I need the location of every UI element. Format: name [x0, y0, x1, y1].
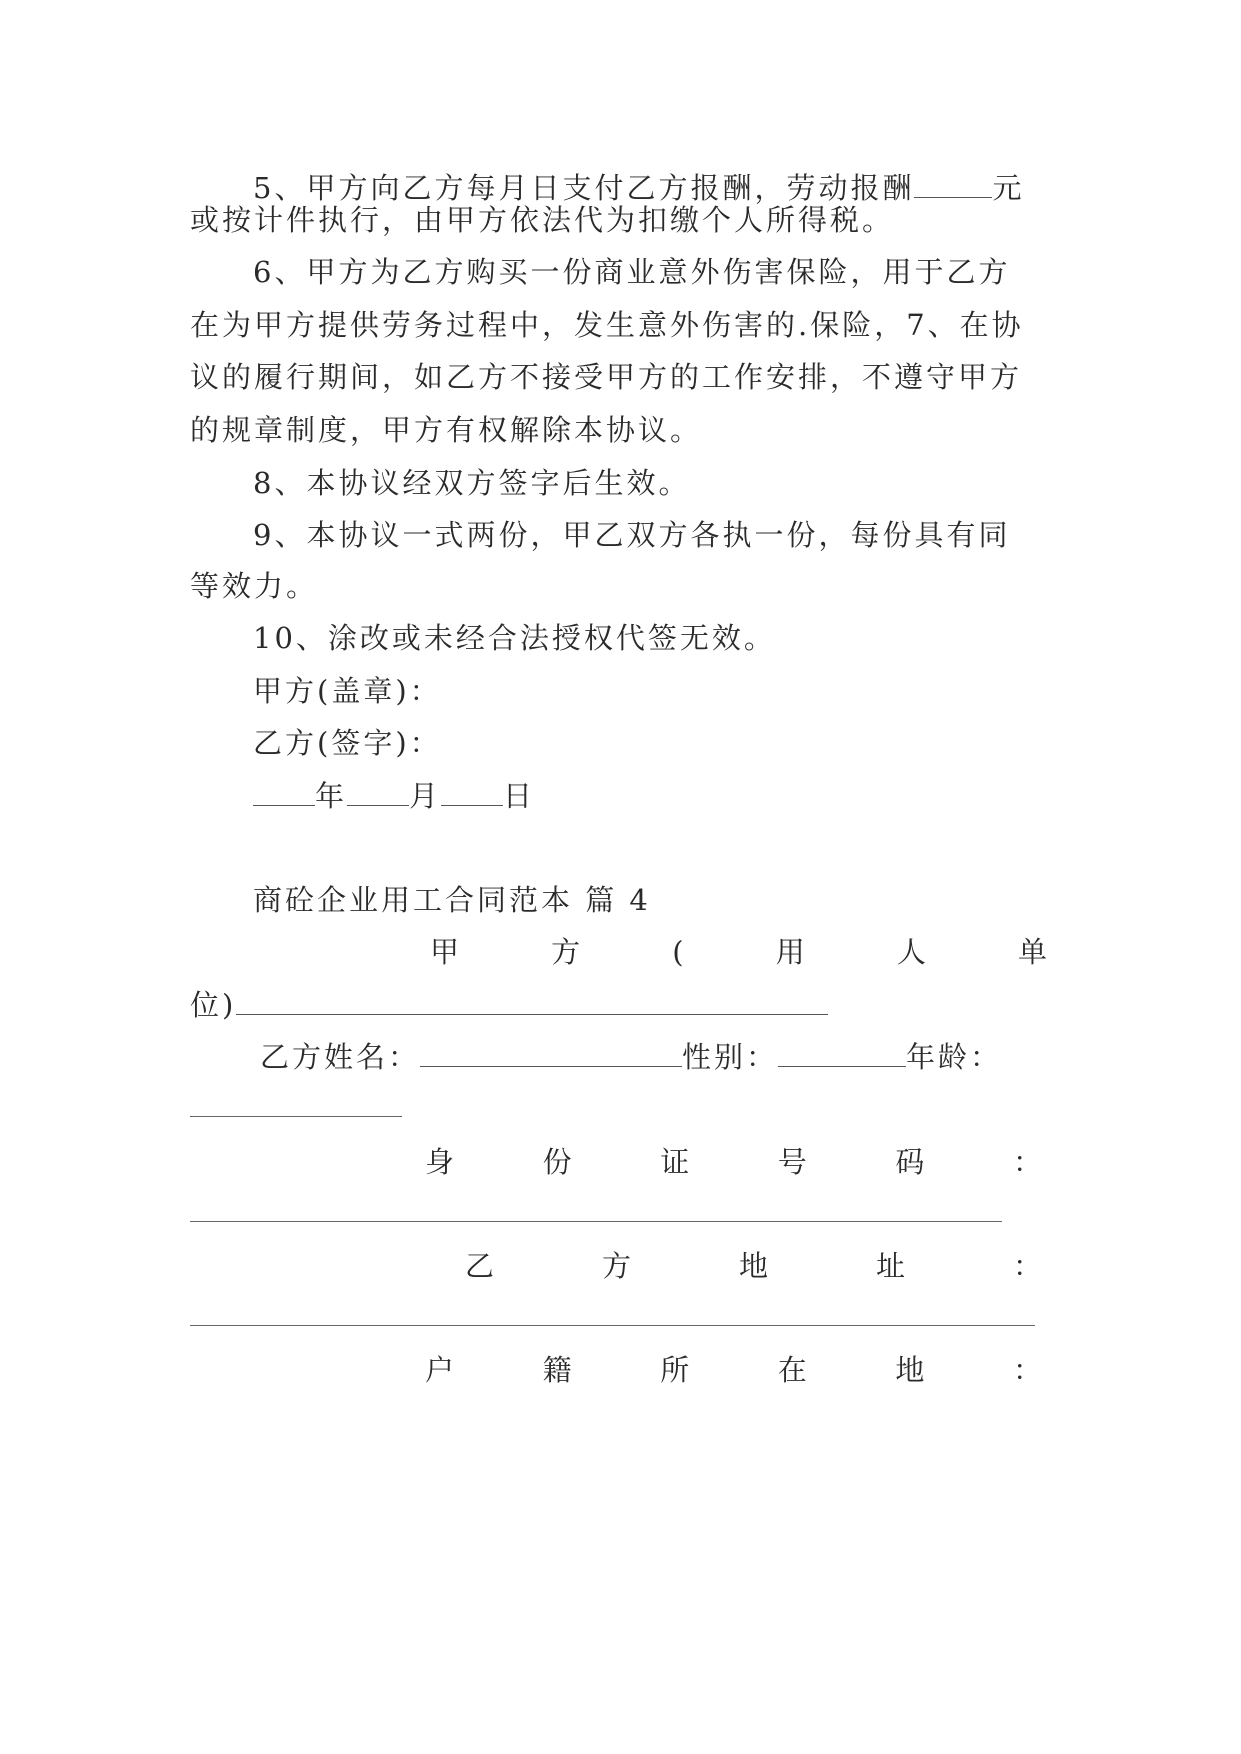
id-char: 证 — [660, 1145, 693, 1179]
party-b-info-line — [260, 1037, 1050, 1077]
household-char: 所 — [660, 1353, 693, 1387]
id-char: 身 — [425, 1145, 458, 1179]
id-char: 号 — [777, 1145, 810, 1179]
year-label: 年 — [315, 779, 348, 813]
id-number-blank — [190, 1221, 1002, 1222]
gender-blank — [778, 1040, 906, 1067]
month-blank — [347, 779, 409, 806]
clause-5-line-2: 或按计件执行，由甲方依法代为扣缴个人所得税。 — [190, 203, 895, 237]
address-char: 方 — [601, 1249, 634, 1283]
household-char: 户 — [425, 1353, 458, 1387]
clause-5-text: 5、甲方向乙方每月日支付乙方报酬，劳动报酬 — [253, 171, 915, 205]
address-char: 乙 — [465, 1249, 498, 1283]
gender-label: 性别： — [682, 1040, 779, 1074]
party-a-seal-label: 甲方(盖章)： — [253, 674, 442, 708]
address-blank — [190, 1325, 1035, 1326]
remuneration-blank — [914, 171, 992, 198]
clause-6-line-1: 6、甲方为乙方购买一份商业意外伤害保险，用于乙方 — [253, 255, 1011, 289]
clause-9-line-2: 等效力。 — [190, 569, 319, 603]
id-char: 份 — [542, 1145, 575, 1179]
party-a-employer-line-2 — [190, 985, 1050, 1025]
day-blank — [441, 779, 503, 806]
party-a-char: ( — [672, 935, 687, 969]
age-label: 年龄： — [906, 1040, 1003, 1074]
id-char: 码 — [895, 1145, 928, 1179]
household-line — [425, 1350, 1045, 1390]
party-b-sign-label: 乙方(签字)： — [253, 726, 442, 760]
name-label: 乙方姓名： — [260, 1040, 421, 1074]
clause-5-unit: 元 — [992, 171, 1025, 205]
id-number-line — [425, 1142, 1045, 1182]
employer-blank — [236, 988, 828, 1015]
id-char: ： — [1012, 1145, 1045, 1179]
year-blank — [253, 779, 315, 806]
party-a-char: 人 — [896, 935, 929, 969]
party-a-char: 方 — [551, 935, 584, 969]
clause-6-line-4: 的规章制度，甲方有权解除本协议。 — [190, 413, 703, 447]
address-char: 地 — [738, 1249, 771, 1283]
party-a-char: 甲 — [430, 935, 463, 969]
household-char: ： — [1012, 1353, 1045, 1387]
age-blank — [190, 1116, 402, 1117]
section-title: 商砼企业用工合同范本 篇 4 — [253, 883, 651, 917]
party-a-char: 用 — [775, 935, 808, 969]
clause-6-line-2: 在为甲方提供劳务过程中，发生意外伤害的.保险，7、在协 — [190, 308, 1024, 342]
address-line — [465, 1246, 1045, 1286]
address-char: ： — [1012, 1249, 1045, 1283]
household-char: 在 — [777, 1353, 810, 1387]
date-line — [253, 776, 1050, 816]
party-a-char: 单 — [1017, 935, 1050, 969]
party-a-employer-line — [430, 932, 1050, 972]
clause-8: 8、本协议经双方签字后生效。 — [253, 466, 691, 500]
name-blank — [420, 1040, 682, 1067]
day-label: 日 — [503, 779, 536, 813]
clause-10: 10、涂改或未经合法授权代签无效。 — [253, 621, 776, 655]
party-a-tail: 位) — [190, 988, 237, 1022]
household-char: 籍 — [542, 1353, 575, 1387]
month-label: 月 — [409, 779, 442, 813]
clause-6-line-3: 议的履行期间，如乙方不接受甲方的工作安排，不遵守甲方 — [190, 360, 1023, 394]
household-char: 地 — [895, 1353, 928, 1387]
clause-9-line-1: 9、本协议一式两份，甲乙双方各执一份，每份具有同 — [253, 518, 1011, 552]
address-char: 址 — [875, 1249, 908, 1283]
